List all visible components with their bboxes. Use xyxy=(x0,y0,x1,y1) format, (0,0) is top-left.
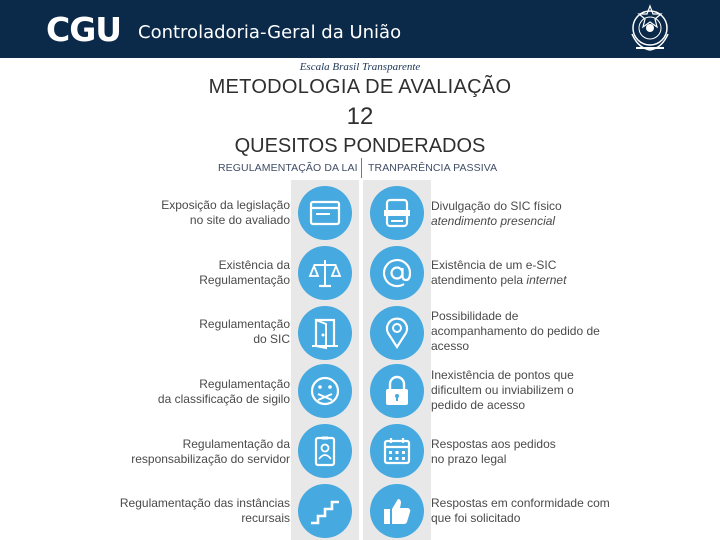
tagline: Escala Brasil Transparente xyxy=(299,61,421,73)
left-item-3-text: Regulamentação do SIC xyxy=(199,317,290,346)
left-item-6-text: Regulamentação das instâncias recursais xyxy=(119,496,290,525)
sealed-lips-face-icon xyxy=(298,364,352,418)
thumbs-up-icon xyxy=(370,484,424,538)
calendar-icon xyxy=(370,424,424,478)
right-item-1-line2: atendimento presencial xyxy=(431,214,556,228)
page-title: METODOLOGIA DE AVALIAÇÃO xyxy=(208,76,512,98)
left-item-4-text: Regulamentação da classificação de sigilo xyxy=(157,377,290,406)
right-item-2-line2: atendimento pela xyxy=(431,273,527,287)
column-header-right: TRANPARÊNCIA PASSIVA xyxy=(368,162,498,174)
cgu-logo: CGU xyxy=(46,10,122,49)
page-subtitle: QUESITOS PONDERADOS xyxy=(234,135,486,157)
right-item-3-text: Possibilidade de acompanhamento do pedido de acesso xyxy=(431,309,600,353)
left-item-1-text: Exposição da legislação no site do avaliado xyxy=(161,198,290,227)
right-item-4-text: Inexistência de pontos que dificultem ou inviabilizem o pedido de acesso xyxy=(431,368,574,412)
column-header-left: REGULAMENTAÇÃO DA LAI xyxy=(218,162,358,174)
left-item-5-text: Regulamentação da responsabilização do servidor xyxy=(131,437,290,466)
scales-of-justice-icon xyxy=(298,246,352,300)
right-item-2-italic: internet xyxy=(526,273,567,287)
browser-window-icon xyxy=(298,186,352,240)
right-item-6-text: Respostas em conformidade com que foi solicitado xyxy=(431,496,610,525)
id-card-reader-icon xyxy=(370,186,424,240)
column-divider xyxy=(361,158,362,178)
padlock-icon xyxy=(370,364,424,418)
location-pin-icon xyxy=(370,306,424,360)
stairs-icon xyxy=(298,484,352,538)
right-item-2-text xyxy=(431,258,621,288)
title-number: 12 xyxy=(346,103,374,130)
at-sign-icon xyxy=(370,246,424,300)
right-item-2-line1: Existência de um e-SIC xyxy=(431,258,557,272)
left-item-2-text: Existência da Regulamentação xyxy=(199,258,290,287)
open-door-icon xyxy=(298,306,352,360)
id-badge-icon xyxy=(298,424,352,478)
right-item-1-line1: Divulgação do SIC físico xyxy=(431,199,562,213)
org-name: Controladoria-Geral da União xyxy=(138,22,402,43)
header-bar xyxy=(0,0,720,58)
brazil-coat-of-arms-icon xyxy=(624,4,676,56)
right-item-1-text xyxy=(431,199,621,229)
right-item-5-text: Respostas aos pedidos no prazo legal xyxy=(431,437,556,466)
